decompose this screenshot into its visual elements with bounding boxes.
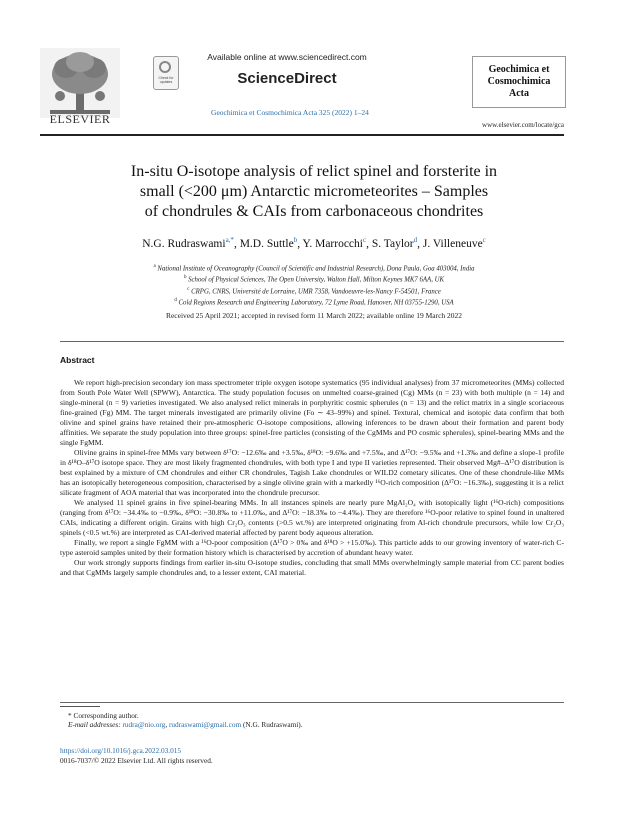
check-updates-label: Check for updates xyxy=(158,76,174,84)
email-owner: (N.G. Rudraswami). xyxy=(242,720,303,729)
journal-url[interactable]: www.elsevier.com/locate/gca xyxy=(482,121,564,129)
journal-name-line2: Cosmochimica xyxy=(487,76,551,87)
author-affil-sup: c xyxy=(482,236,486,244)
email-link[interactable]: rudraswami@gmail.com xyxy=(168,720,242,729)
abstract-paragraph: Our work strongly supports findings from earlier in-situ O-isotope studies, concluding that small MMs overwhelmingly sample material from CC parent bodies and that CgMMs largely sample chondrules and, to a lesser extent, CAI material. xyxy=(60,558,564,577)
author[interactable]: Y. Marrocchi$^c$ xyxy=(302,236,367,250)
author[interactable]: J. Villeneuve$^c$ xyxy=(422,236,486,250)
affiliation-item: $^a$ National Institute of Oceanography (Council of Scientific and Industrial Research), Dona Paula, Goa 403004, India xyxy=(153,264,475,273)
abstract-heading: Abstract xyxy=(60,355,95,365)
affiliation-item: $^d$ Cold Regions Research and Engineering Laboratory, 72 Lyme Road, Hanover, NH 03755-1290, USA xyxy=(174,297,454,307)
doi-link[interactable]: https://doi.org/10.1016/j.gca.2022.03.015 xyxy=(60,746,182,755)
corresponding-author-note: * Corresponding author. xyxy=(68,711,139,720)
author[interactable]: N.G. Rudraswami$^{a,*}$ xyxy=(142,236,234,250)
journal-reference-link[interactable]: Geochimica et Cosmochimica Acta 325 (2022) 1–24 xyxy=(211,108,369,117)
affiliation-item: $^b$ School of Physical Sciences, The Open University, Walton Hall, Milton Keynes MK7 6AA, UK xyxy=(183,275,445,284)
abstract-paragraph: We report high-precision secondary ion mass spectrometer triple oxygen isotope systematics (95 individual analyses) from 37 micrometeorites (MMs) collected from South Pole Water Well (SPWW), Antarctica. The study population focuses on unmelted coarse-grained (Cg) MMs (n = 23) with both multiple (n = 14) and single-mineral (n = 9) varieties investigated. We also analysed relict minerals in porphyritic cosmic spherules (n = 13) and the relict matrix in a single scoriaceous fine-grained (Fg) MM. The target minerals investigated are primarily olivine (Fo ∼ 43–99%) and spinel. Textural, chemical and isotopic data confirm that both olivine and spinel grains have retained their pre-atmospheric O-isotope compositions, allowing inferences to be drawn about their formation and parent body affinities. We separate the study population into three groups: spinel-free particles (consisting of the CgMMs and PO cosmic spherules), spinel-bearing MMs and the single FgMM. xyxy=(60,378,564,447)
publisher-name: ELSEVIER xyxy=(49,112,111,126)
affiliation-item: $^c$ CRPG, CNRS, Université de Lorraine, UMR 7358, Vandoeuvre-les-Nancy F-54501, France xyxy=(187,286,441,295)
journal-name-box xyxy=(472,56,566,108)
check-for-updates-badge[interactable] xyxy=(153,56,179,90)
title-line: In-situ O-isotope analysis of relict spinel and forsterite in xyxy=(130,163,498,180)
abstract-paragraph: Finally, we report a single FgMM with a ¹⁶O-poor composition (Δ¹⁷O > 0‰ and δ¹⁸O > +15.0‰). This particle adds to our growing inventory of water-rich C-type asteroid samples united by their formation history which is characterised by accretion of abundant heavy water. xyxy=(60,538,564,557)
abstract-divider xyxy=(60,341,564,342)
author-affil-sup: a,* xyxy=(225,236,234,244)
author[interactable]: M.D. Suttle$^b$ xyxy=(239,236,298,250)
email-link[interactable]: rudra@nio.org xyxy=(122,720,166,729)
email-label: E-mail addresses: xyxy=(68,720,121,729)
author-affil-sup: b xyxy=(293,236,298,244)
copyright-notice: 0016-7037/© 2022 Elsevier Ltd. All rights reserved. xyxy=(60,756,213,765)
abstract-paragraph: We analysed 11 spinel grains in five spinel-bearing MMs. In all instances spinels are nearly pure MgAl₂O₄ with isotopically light (¹⁶O-rich) compositions (ranging from δ¹⁷O: −34.4‰ to −0.9‰, δ¹⁸O: −30.8‰ to +11.0‰, and Δ¹⁷O: −18.3‰ to −4.4‰). They are therefore ¹⁶O-poor relative to spinel found in unaltered CAIs, indicating a different origin. Grains with high Cr₂O₃ contents (>0.5 wt.%) are interpreted originating from Al-rich chondrule precursors, while low Cr₂O₃ spinels (<0.5 wt.%) are interpreted as CAI-derived material affected by parent body aqueous alteration. xyxy=(60,498,564,537)
footnote-rule xyxy=(60,706,100,707)
author-list: N.G. Rudraswami$^{a,*}$, M.D. Suttle$^b$, Y. Marrocchi$^c$, S. Taylor$^d$, J. Villeneuve$^c$ xyxy=(142,236,486,250)
received-dates: Received 25 April 2021; accepted in revised form 11 March 2022; available online 19 March 2022 xyxy=(165,311,463,320)
sciencedirect-logo-text: ScienceDirect xyxy=(237,70,337,87)
journal-name-line1: Geochimica et xyxy=(488,64,550,75)
abstract-body xyxy=(60,378,564,578)
email-addresses xyxy=(68,720,303,729)
author-affil-sup: c xyxy=(362,236,367,244)
footnote-divider xyxy=(60,702,564,703)
check-updates-icon xyxy=(159,61,171,73)
article-title xyxy=(60,162,568,222)
elsevier-tree-logo xyxy=(40,48,120,118)
title-line: small (<200 μm) Antarctic micrometeorites – Samples xyxy=(139,183,489,200)
journal-name-line3: Acta xyxy=(509,88,529,99)
author-affil-sup: d xyxy=(413,236,418,244)
abstract-paragraph: Olivine grains in spinel-free MMs vary between δ¹⁷O: −12.6‰ and +3.5‰, δ¹⁸O: −9.6‰ and +7.5‰, and Δ¹⁷O: −9.5‰ and +1.3‰ and define a slope-1 profile in δ¹⁸O–δ¹⁷O isotope space. They are most likely fragmented chondrules, with both type I and type II varieties represented. Their observed Mg#–Δ¹⁷O distribution is best explained by a mixture of CM chondrules and either CR chondrules, Tagish Lake chondrules or WILD2 cometary silicates. One of these chondrule-like MMs has an isotopically heterogeneous composition, characterised by a single olivine grain with a markedly ¹⁶O-rich composition (Δ¹⁷O: −16.3‰), suggesting it is a relict silicate fragment of AOA material that was incorporated into the chondrule precursor. xyxy=(60,448,564,497)
author[interactable]: S. Taylor$^d$ xyxy=(371,236,418,250)
available-online-text: Available online at www.sciencedirect.com xyxy=(207,52,367,62)
affiliations xyxy=(80,262,548,307)
email-separator: , xyxy=(165,720,168,729)
header-divider xyxy=(40,134,564,136)
title-line: of chondrules & CAIs from carbonaceous chondrites xyxy=(144,203,484,220)
